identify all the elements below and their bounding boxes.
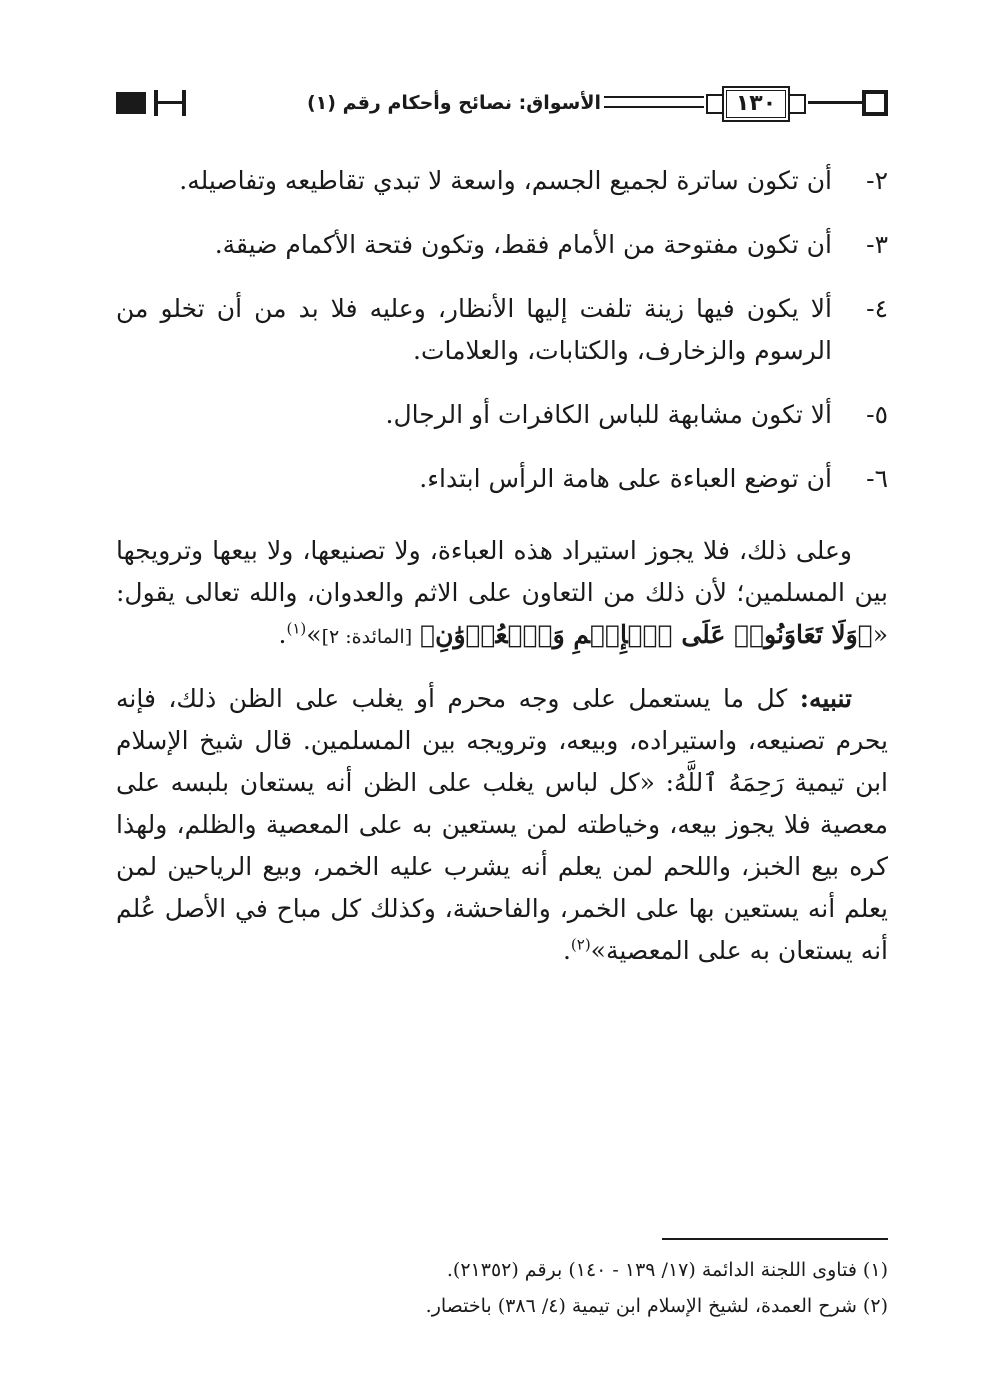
footnote-separator — [662, 1238, 888, 1240]
paragraph-note — [116, 678, 888, 972]
running-header — [116, 82, 888, 128]
paragraph-text: وعلى ذلك، فلا يجوز استيراد هذه العباءة، ولا تصنيعها، ولا بيعها وترويجها بين المسلمين؛ لأن ذلك من التعاون على الاثم والعدوان، والله تعالى يقول: « — [116, 536, 888, 649]
footnote-marker: (٢) — [570, 935, 591, 954]
list-item — [116, 394, 888, 436]
page-number-frame — [704, 86, 808, 122]
item-number: ٤- — [866, 294, 888, 323]
item-text: أن تكون ساترة لجميع الجسم، واسعة لا تبدي تقاطيعه وتفاصيله. — [179, 166, 832, 195]
main-content — [116, 160, 888, 992]
verse-reference: [المائدة: ٢] — [321, 626, 413, 648]
paragraph-text: كل ما يستعمل على وجه محرم أو يغلب على الظن ذلك، فإنه يحرم تصنيعه، واستيراده، وبيعه، وترويجه بين المسلمين. قال شيخ الإسلام ابن تيمية رَحِمَهُ ٱللَّهُ: «كل لباس يغلب على الظن أنه يستعان بلبسه على معصية فلا يجوز بيعه، وخياطته لمن يستعين به على المعصية والظلم، ولهذا كره بيع الخبز، واللحم لمن يعلم أنه يشرب عليه الخمر، وبيع الرياحين لمن يعلم أنه يستعين بها على الخمر، والفاحشة، وكذلك كل مباح في الأصل عُلم أنه يستعان به على المعصية» — [116, 684, 888, 965]
item-text: ألا يكون فيها زينة تلفت إليها الأنظار، وعليه فلا بد من أن تخلو من الرسوم والزخارف، والكتابات، والعلامات. — [116, 294, 832, 365]
item-text: ألا تكون مشابهة للباس الكافرات أو الرجال. — [385, 400, 832, 429]
item-number: ٢- — [866, 166, 888, 195]
paragraph-ruling — [116, 530, 888, 658]
footnote-1: (١) فتاوى اللجنة الدائمة (١٧/ ١٣٩ - ١٤٠) برقم (٢١٣٥٢). — [446, 1259, 888, 1281]
quran-verse: ﴿وَلَا تَعَاوَنُوا۟ عَلَى ٱلۡإِثۡمِ وَٱلۡعُدۡوَٰنِ﴾ — [420, 620, 873, 649]
footnote-marker: (١) — [286, 619, 307, 638]
header-ornament-left — [116, 92, 146, 114]
quote-close: » — [306, 620, 322, 649]
header-rule — [808, 101, 862, 104]
item-text: أن تكون مفتوحة من الأمام فقط، وتكون فتحة الأكمام ضيقة. — [214, 230, 832, 259]
sentence-end: . — [562, 936, 571, 965]
header-ornament-right — [862, 90, 888, 116]
header-tick — [182, 90, 186, 116]
sentence-end: . — [278, 620, 287, 649]
book-title: الأسواق: نصائح وأحكام رقم (١) — [304, 88, 604, 118]
footnotes — [116, 1252, 888, 1324]
item-number: ٣- — [866, 230, 888, 259]
item-number: ٦- — [866, 464, 888, 493]
list-item — [116, 224, 888, 266]
footnote-2: (٢) شرح العمدة، لشيخ الإسلام ابن تيمية (٤/ ٣٨٦) باختصار. — [425, 1295, 888, 1317]
list-item — [116, 288, 888, 372]
list-item — [116, 458, 888, 500]
header-rule — [158, 101, 182, 104]
frame-ornament — [788, 94, 806, 114]
item-text: أن توضع العباءة على هامة الرأس ابتداء. — [419, 464, 832, 493]
page-number: ١٣٠ — [735, 91, 777, 116]
note-label: تنبيه: — [799, 684, 852, 713]
list-item — [116, 160, 888, 202]
item-number: ٥- — [866, 400, 888, 429]
